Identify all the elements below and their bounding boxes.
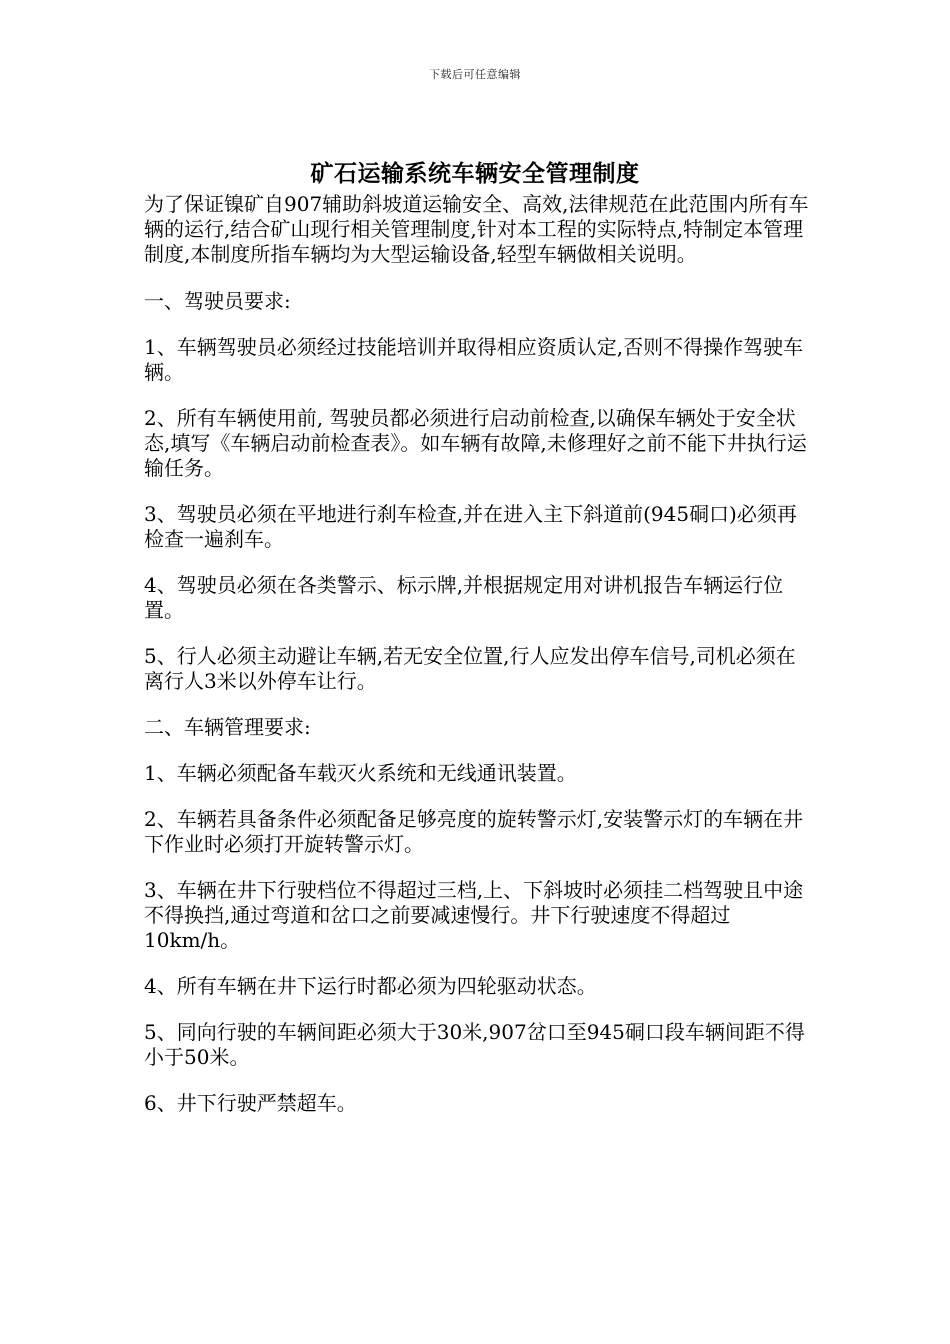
driver-rule-3: 3、驾驶员必须在平地进行刹车检查,并在进入主下斜道前(945硐口)必须再检查一遍刹车。	[144, 502, 797, 551]
intro-paragraph: 为了保证镍矿自907辅助斜坡道运输安全、高效,法律规范在此范围内所有车辆的运行,结合矿山现行相关管理制度,针对本工程的实际特点,特制定本管理制度,本制度所指车辆均为大型运输设备,轻型车辆做相关说明。	[144, 192, 809, 266]
document-title: 矿石运输系统车辆安全管理制度	[310, 160, 640, 187]
vehicle-rule-1: 1、车辆必须配备车载灭火系统和无线通讯装置。	[144, 761, 577, 785]
driver-rule-5: 5、行人必须主动避让车辆,若无安全位置,行人应发出停车信号,司机必须在离行人3米以外停车让行。	[144, 644, 796, 693]
vehicle-rule-5: 5、同向行驶的车辆间距必须大于30米,907岔口至945硐口段车辆间距不得小于50米。	[144, 1020, 805, 1069]
driver-rule-1: 1、车辆驾驶员必须经过技能培训并取得相应资质认定,否则不得操作驾驶车辆。	[144, 335, 804, 384]
driver-rule-4: 4、驾驶员必须在各类警示、标示牌,并根据规定用对讲机报告车辆运行位置。	[144, 573, 784, 622]
header-note: 下载后可任意编辑	[429, 68, 521, 81]
vehicle-rule-4: 4、所有车辆在井下运行时都必须为四轮驱动状态。	[144, 974, 597, 998]
section-heading-vehicle: 二、车辆管理要求:	[144, 715, 311, 739]
vehicle-rule-2: 2、车辆若具备条件必须配备足够亮度的旋转警示灯,安装警示灯的车辆在井下作业时必须打开旋转警示灯。	[144, 807, 804, 856]
driver-rule-2: 2、所有车辆使用前, 驾驶员都必须进行启动前检查,以确保车辆处于安全状态,填写《车辆启动前检查表》。如车辆有故障,未修理好之前不能下井执行运输任务。	[144, 406, 807, 480]
vehicle-rule-6: 6、井下行驶严禁超车。	[144, 1091, 357, 1115]
section-heading-driver: 一、驾驶员要求:	[144, 289, 291, 313]
vehicle-rule-3: 3、车辆在井下行驶档位不得超过三档,上、下斜坡时必须挂二档驾驶且中途不得换挡,通过弯道和岔口之前要减速慢行。井下行驶速度不得超过10km/h。	[144, 878, 804, 952]
document-body	[144, 192, 810, 1137]
